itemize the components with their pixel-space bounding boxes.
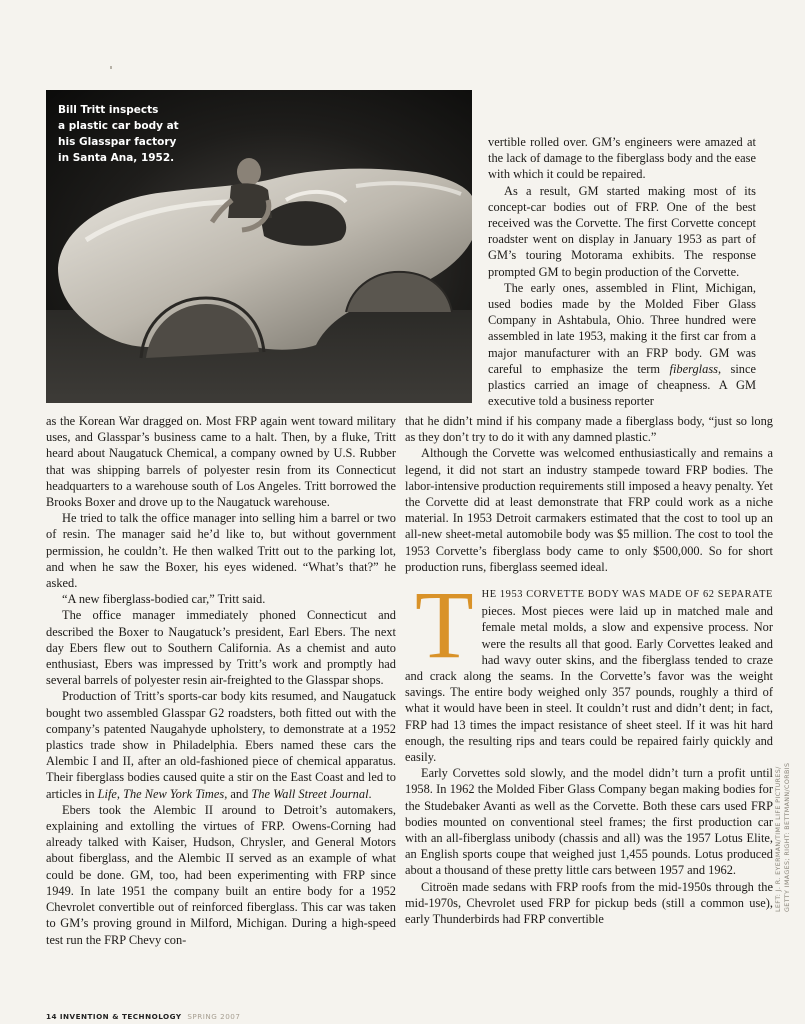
caption-line: Bill Tritt inspects: [58, 104, 159, 116]
separator: ,: [116, 786, 124, 801]
issue-season: SPRING 2007: [187, 1012, 241, 1021]
page-number: 14: [46, 1012, 58, 1021]
caption-line: his Glasspar factory: [58, 136, 177, 148]
photo-car-body: [46, 90, 472, 403]
publication-title: The Wall Street Journal: [251, 786, 369, 801]
lead-in-caps: HE 1953 CORVETTE BODY WAS MADE OF 62 SEPARATE: [481, 589, 773, 601]
photo-caption: [58, 102, 218, 166]
caption-line: a plastic car body at: [58, 120, 179, 132]
magazine-name: INVENTION & TECHNOLOGY: [59, 1012, 182, 1021]
paragraph: vertible rolled over. GM’s engineers were amazed at the lack of damage to the fiberglass body and the ease with which it could be repaired.: [488, 135, 756, 182]
paragraph: [46, 688, 396, 801]
separator: .: [368, 786, 372, 801]
publication-title: Life: [97, 786, 117, 801]
column-right-upper: [488, 134, 756, 409]
publication-title: The New York Times: [123, 786, 225, 801]
column-left: [46, 413, 396, 948]
print-mark: [110, 66, 112, 69]
drop-cap: T: [415, 571, 474, 679]
paragraph-text: , since plastics carried an image of cheapness. A GM executive told a business reporter: [488, 361, 757, 409]
paragraph: Citroën made sedans with FRP roofs from the mid-1950s through the mid-1970s, Chevrolet used FRP for pickup beds (still a common use), early Thunderbirds had FRP convertible: [405, 879, 773, 927]
italic-term: fiberglass: [669, 361, 718, 376]
paragraph-text: The early ones, assembled in Flint, Michigan, used bodies made by the Molded Fiber Glass Company in Ashtabula, Ohio. Three hundred were assembled in late 1953, making it the first car from a major manufacturer with an FRP body. GM was careful to emphasize the term: [488, 280, 756, 376]
paragraph: [488, 280, 756, 410]
paragraph: that he didn’t mind if his company made a fiberglass body, “just so long as they don’t try to do it with any damned plastic.”: [405, 414, 773, 445]
paragraph: The office manager immediately phoned Connecticut and described the Boxer to Naugatuck’s president, Earl Ebers. The next day Ebers flew out to Southern California. As a chemist and auto enthusiast, Ebers was impressed by Tritt’s work and promptly had several barrels of polyester resin air-freighted to the Glasspar shops.: [46, 608, 396, 688]
caption-line: in Santa Ana, 1952.: [58, 152, 175, 164]
photo-credit: [775, 763, 792, 912]
paragraph: As a result, GM started making most of its concept-car bodies out of FRP. One of the best received was the Corvette. The first Corvette concept roadster went on display in January 1953 as part of GM’s touring Motorama exhibits. The response prompted GM to begin production of the Corvette.: [488, 183, 756, 279]
separator: , and: [224, 786, 252, 801]
credit-line: GETTY IMAGES; RIGHT: BETTMANN/CORBIS: [783, 762, 791, 912]
paragraph: “A new fiberglass-bodied car,” Tritt said.: [62, 592, 266, 607]
credit-line: LEFT: J. R. EYERMAN/TIME LIFE PICTURES/: [775, 766, 782, 912]
paragraph: as the Korean War dragged on. Most FRP again went toward military uses, and Glasspar’s business came to a halt. Then, by a fluke, Tritt heard about Naugatuck Chemical, a company owned by U.S. Rubber that was shipping barrels of polyester resin from its Connecticut headquarters to a warehouse south of Los Angeles. Tritt borrowed the Brooks Boxer and drove up to the Naugatuck warehouse.: [46, 414, 396, 510]
paragraph-text: pieces. Most pieces were laid up in matched male and female metal molds, a slow and expensive process. Nor were the results all that good. Early Corvettes leaked and had wavy outer skins, and the fiberglass tended to craze and crack along the seams. In the Corvette’s favor was the weight savings. The entire body weighed only 357 pounds, roughly a third of what it would have been in steel. It couldn’t rust and didn’t dent; in fact, FRP had 13 times the impact resistance of sheet steel. If it was hit hard enough, the resulting rips and tears could be repaired fairly quickly and easily.: [405, 604, 773, 765]
paragraph-text: Production of Tritt’s sports-car body kits resumed, and Naugatuck bought two assembled Glasspar G2 roadsters, both fitted out with the company’s patented Naugahyde upholstery, to demonstrate at a 1952 plastics trade show in Philadelphia. Ebers named these cars the Alembic I and II, after an old-fashioned piece of chemical apparatus. Their fiberglass bodies caused quite a stir on the East Coast and led to articles in: [46, 689, 396, 801]
paragraph: He tried to talk the office manager into selling him a barrel or two of resin. The manager said he’d like to, but without government permission, he couldn’t. He then walked Tritt out to the parking lot, and when he saw the Boxer, his eyes widened. “What’s that?” he asked.: [46, 511, 396, 591]
column-right-lower: [405, 413, 773, 927]
paragraph: Ebers took the Alembic II around to Detroit’s automakers, explaining and extolling the virtues of FRP. Owens-Corning had already talked with Kaiser, Hudson, Chrysler, and General Motors about fiberglass, and the Alembic II served as an example of what could be done. GM, too, had been experimenting with FRP since 1949. In late 1951 the company built an entire body for a 1952 Chevrolet convertible out of reinforced fiberglass. This car was taken to GM’s proving ground in Milford, Michigan. During a high-speed test run the FRP Chevy con-: [46, 802, 396, 947]
page-footer: [46, 1012, 240, 1021]
paragraph: Early Corvettes sold slowly, and the model didn’t turn a profit until 1958. In 1962 the Molded Fiber Glass Company began making bodies for the Studebaker Avanti as well as the Corvette. Both these cars used FRP bodies mounted on conventional steel frames; the first production car with an all-fiberglass unibody (chassis and all) was the 1957 Lotus Elite, an English sports coupe that weighed just 1,455 pounds. Lotus produced about a thousand of these pretty little cars between 1957 and 1962.: [405, 766, 773, 878]
paragraph: Although the Corvette was welcomed enthusiastically and remains a legend, it did not start an industry stampede toward FRP bodies. The labor-intensive production requirements still imposed a heavy penalty. Yet the Corvette did at least demonstrate that FRP could work as a niche material. In 1953 Detroit carmakers estimated that the cost to tool up an all-new sheet-metal automobile body was $5 million. The cost to tool the 1953 Corvette’s fiberglass body came to only $500,000. So for short production runs, fiberglass seemed ideal.: [405, 446, 773, 574]
section-opening-paragraph: [405, 571, 773, 765]
